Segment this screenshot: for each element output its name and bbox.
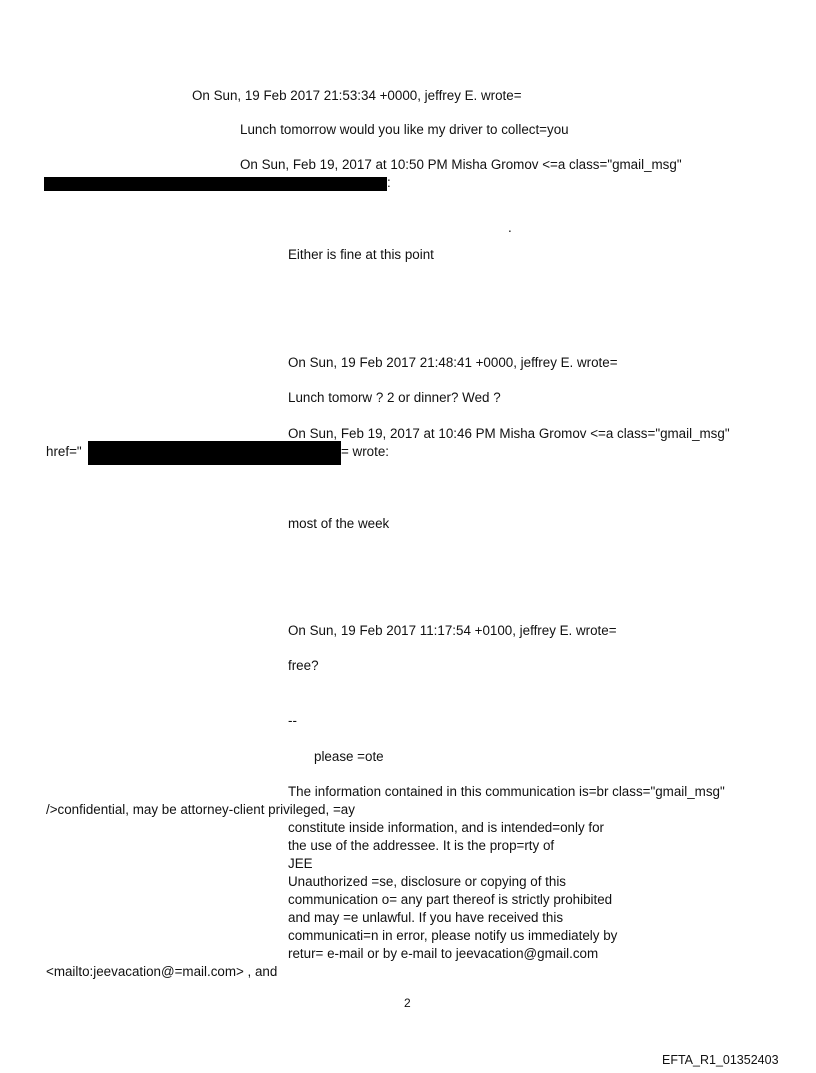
disclaimer-line: JEE	[288, 856, 313, 871]
disclaimer-line: constitute inside information, and is intended=only for	[288, 820, 604, 835]
quoted-header-2-wrote: = wrote:	[341, 444, 390, 459]
quoted-header-1: On Sun, Feb 19, 2017 at 10:50 PM Misha Gromov <=a class="gmail_msg"	[240, 157, 682, 172]
reply-text-2: most of the week	[288, 516, 390, 531]
document-id: EFTA_R1_01352403	[662, 1053, 779, 1067]
redaction-bar-2	[88, 441, 341, 465]
disclaimer-line: Unauthorized =se, disclosure or copying of this	[288, 874, 567, 889]
quoted-header-2-href: href="	[46, 444, 82, 459]
page-number: 2	[404, 996, 411, 1010]
disclaimer-line: <mailto:jeevacation@=mail.com> , and	[46, 964, 278, 979]
disclaimer-line: />confidential, may be attorney-client privileged, =ay	[46, 802, 355, 817]
disclaimer-line: The information contained in this communication is=br class="gmail_msg"	[288, 784, 725, 799]
reply-text-1: Either is fine at this point	[288, 247, 434, 262]
stray-dot: .	[508, 220, 512, 235]
email-message-3: free?	[288, 658, 319, 673]
email-message-1: Lunch tomorrow would you like my driver to collect=you	[240, 122, 569, 137]
email-message-2: Lunch tomorw ? 2 or dinner? Wed ?	[288, 390, 501, 405]
please-note: please =ote	[314, 749, 384, 764]
email-header-2: On Sun, 19 Feb 2017 21:48:41 +0000, jeffrey E. wrote=	[288, 355, 618, 370]
quoted-header-2: On Sun, Feb 19, 2017 at 10:46 PM Misha Gromov <=a class="gmail_msg"	[288, 426, 730, 441]
disclaimer-line: the use of the addressee. It is the prop=rty of	[288, 838, 555, 853]
disclaimer-line: retur= e-mail or by e-mail to jeevacation@gmail.com	[288, 946, 599, 961]
disclaimer-line: communicati=n in error, please notify us immediately by	[288, 928, 618, 943]
quoted-header-1-colon: :	[387, 175, 391, 190]
disclaimer-line: communication o= any part thereof is strictly prohibited	[288, 892, 613, 907]
email-header-3: On Sun, 19 Feb 2017 11:17:54 +0100, jeffrey E. wrote=	[288, 623, 617, 638]
redaction-bar-1	[44, 177, 387, 191]
email-header-1: On Sun, 19 Feb 2017 21:53:34 +0000, jeffrey E. wrote=	[192, 88, 522, 103]
disclaimer-line: and may =e unlawful. If you have received this	[288, 910, 564, 925]
signature-dashes: --	[288, 713, 297, 728]
